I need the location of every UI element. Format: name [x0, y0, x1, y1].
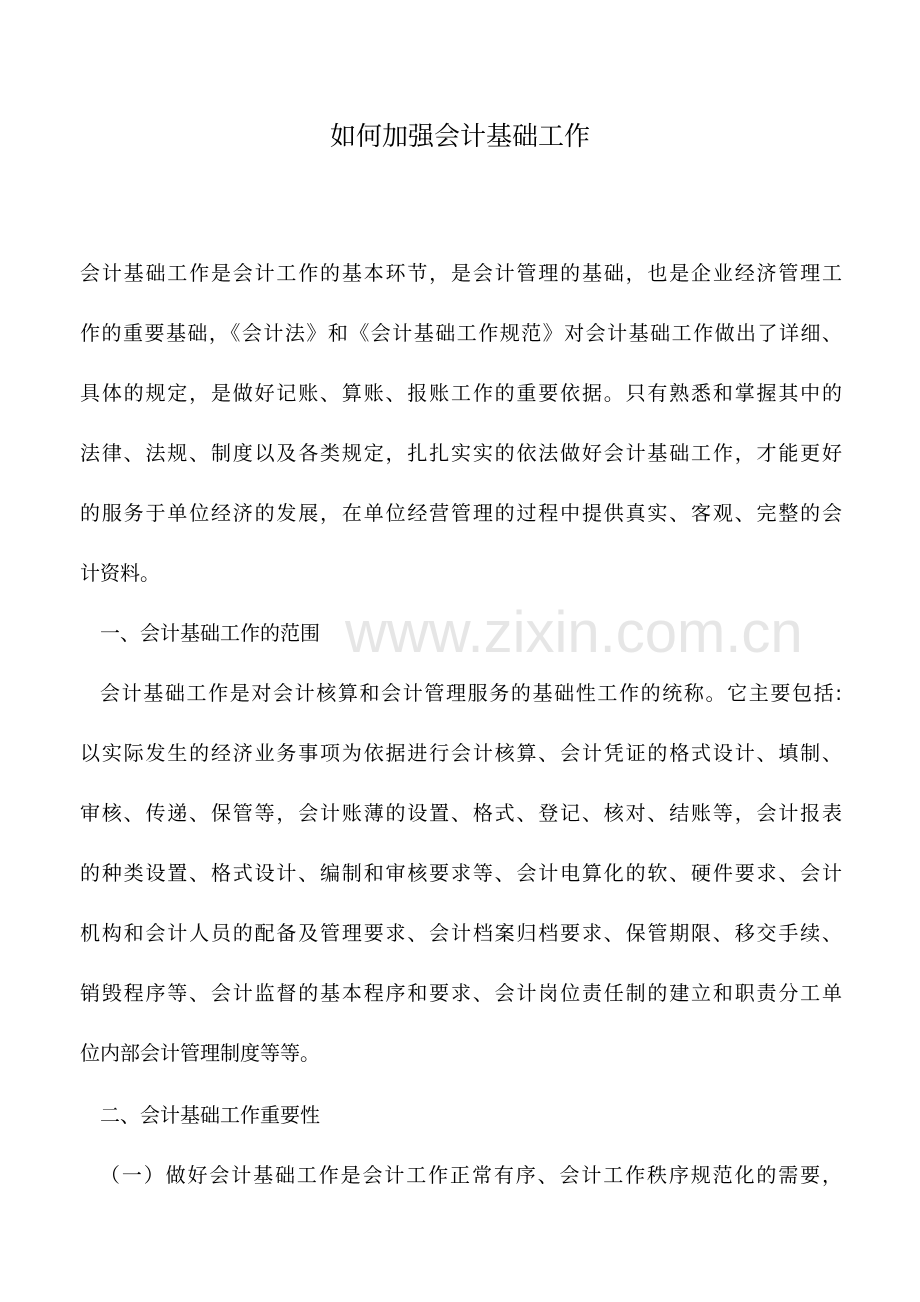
text-line: 审核、传递、保管等，会计账薄的设置、格式、登记、核对、结账等，会计报表 [80, 801, 842, 825]
watermark: www.zixin.com.cn [345, 600, 803, 665]
text-line: 的种类设置、格式设计、编制和审核要求等、会计电算化的软、硬件要求、会计 [80, 861, 842, 885]
text-line: 的服务于单位经济的发展，在单位经营管理的过程中提供真实、客观、完整的会 [80, 501, 842, 525]
text-line: （一）做好会计基础工作是会计工作正常有序、会计工作秩序规范化的需要， [100, 1163, 842, 1187]
document-title: 如何加强会计基础工作 [329, 122, 590, 152]
text-line: 计资料。 [80, 561, 160, 585]
text-line: 具体的规定，是做好记账、算账、报账工作的重要依据。只有熟悉和掌握其中的 [80, 381, 842, 405]
text-line: 机构和会计人员的配备及管理要求、会计档案归档要求、保管期限、移交手续、 [80, 921, 842, 945]
text-line: 法律、法规、制度以及各类规定，扎扎实实的依法做好会计基础工作，才能更好 [80, 441, 842, 465]
text-line: 会计基础工作是对会计核算和会计管理服务的基础性工作的统称。它主要包括: [100, 681, 842, 705]
text-line: 销毁程序等、会计监督的基本程序和要求、会计岗位责任制的建立和职责分工单 [80, 981, 842, 1005]
section-heading-1: 一、会计基础工作的范围 [100, 621, 320, 645]
text-line: 以实际发生的经济业务事项为依据进行会计核算、会计凭证的格式设计、填制、 [80, 741, 842, 765]
section-heading-2: 二、会计基础工作重要性 [100, 1103, 320, 1127]
text-line: 位内部会计管理制度等等。 [80, 1041, 320, 1065]
text-line: 会计基础工作是会计工作的基本环节，是会计管理的基础，也是企业经济管理工 [80, 261, 842, 285]
text-line: 作的重要基础，《会计法》和《会计基础工作规范》对会计基础工作做出了详细、 [80, 321, 842, 345]
